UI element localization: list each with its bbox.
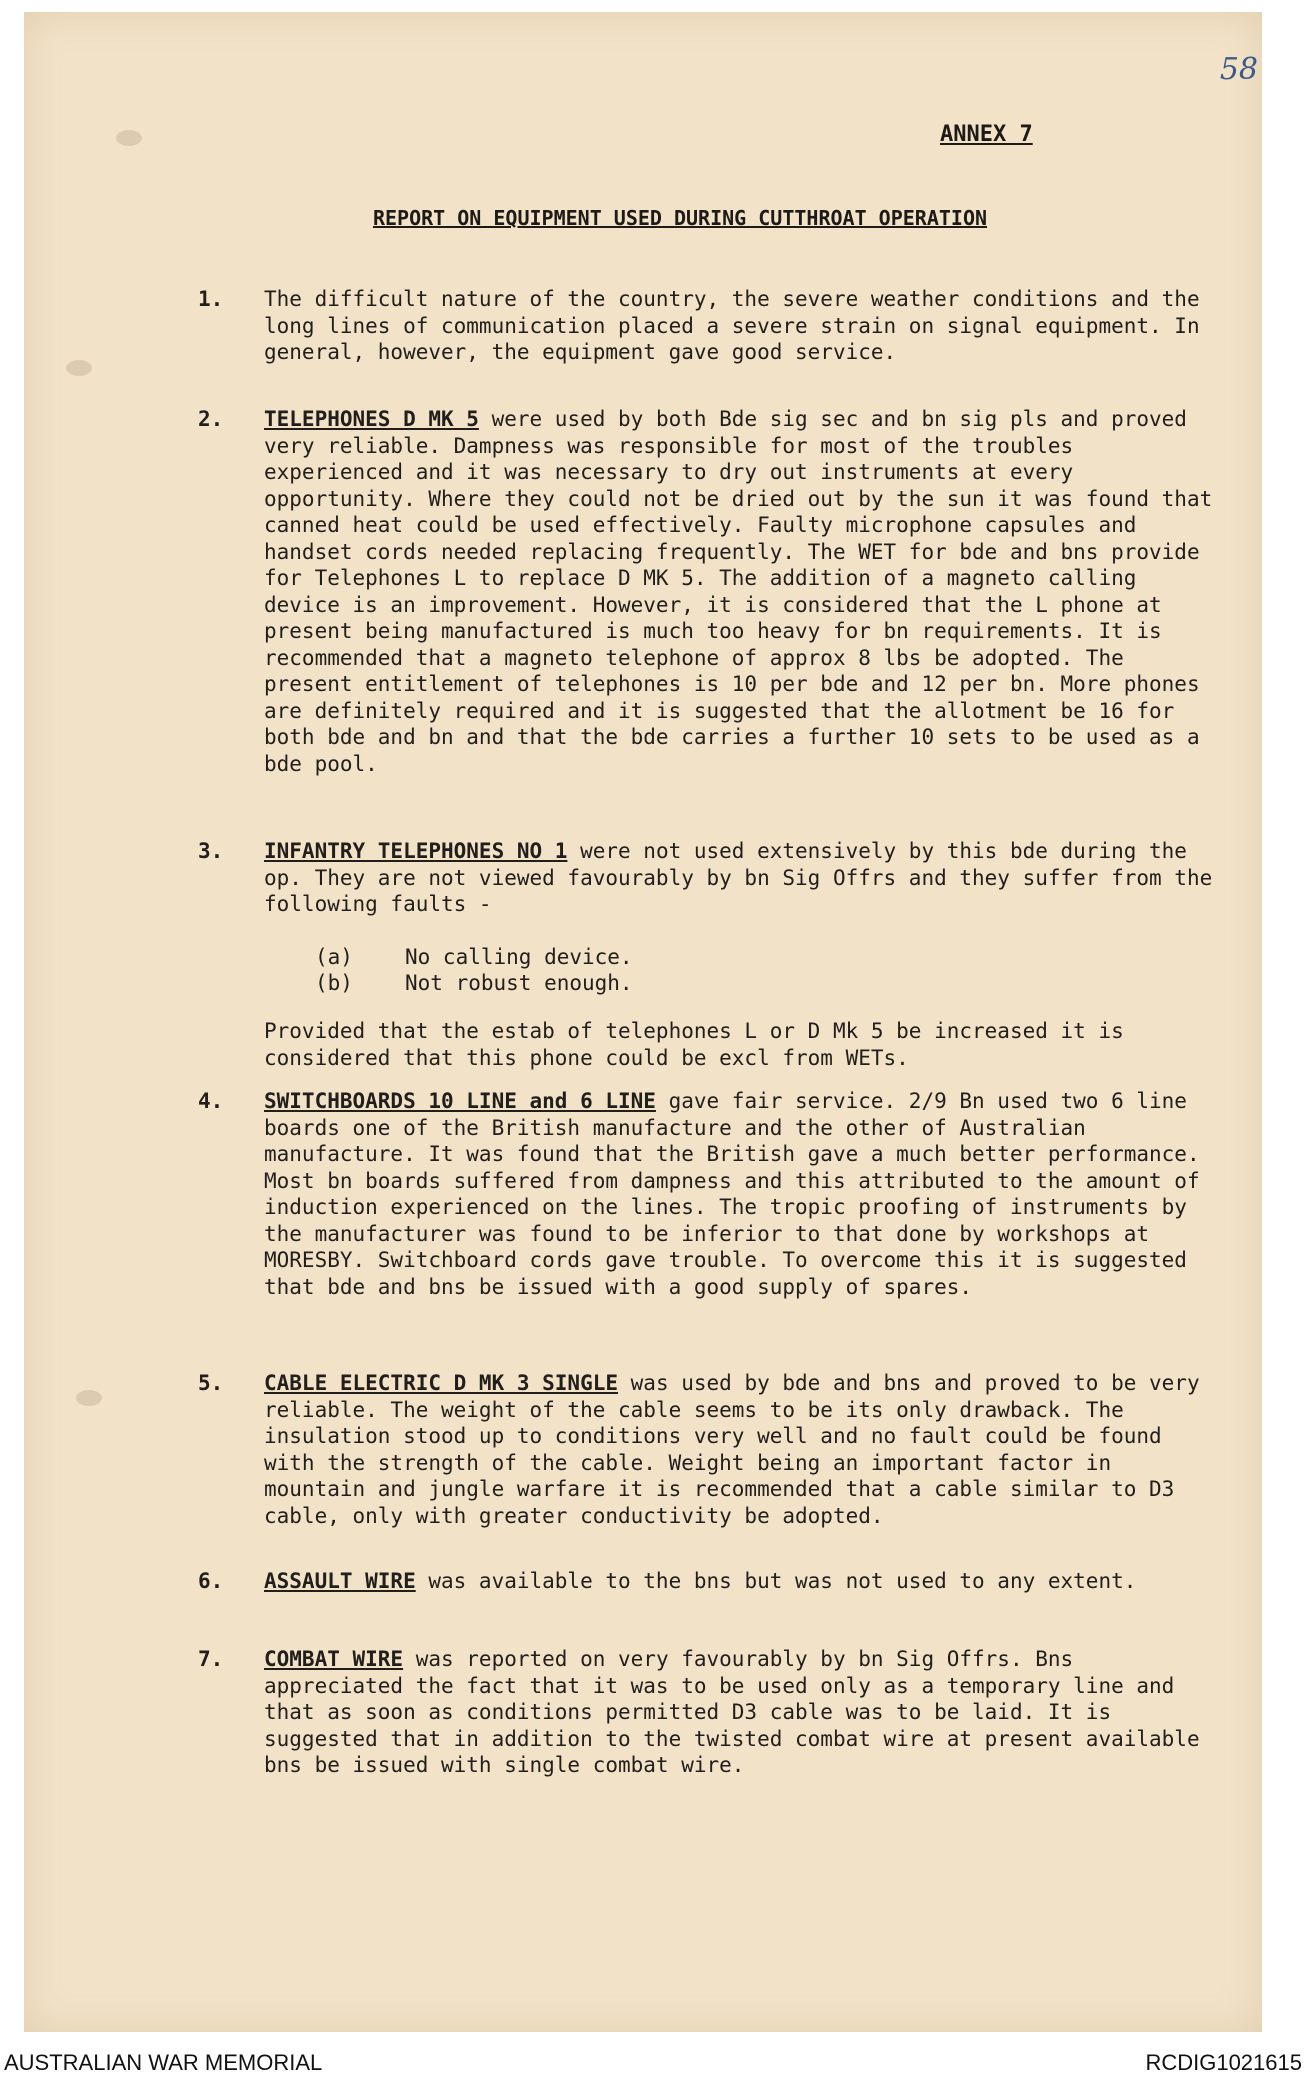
paragraph-number: 7. — [198, 1647, 224, 1671]
punch-mark — [116, 130, 142, 146]
paragraph-1 — [198, 286, 1218, 366]
paragraph-4 — [198, 1088, 1218, 1300]
paragraph-text: were not used extensively by this bde during the op. They are not viewed favourably by bn Sig Offrs and they suffer from the following faults - — [264, 839, 1213, 916]
fault-list — [315, 944, 1015, 996]
paragraph-text: The difficult nature of the country, the severe weather conditions and the long lines of communication placed a severe strain on signal equipment. In general, however, the equipment gave good service. — [264, 287, 1200, 364]
paragraph-text: gave fair service. 2/9 Bn used two 6 line boards one of the British manufacture and the other of Australian manufacture. It was found that the British gave a much better performance. Most bn boards suffered from dampness and this attributed to the amount of induction experienced on the lines. The tropic proofing of instruments by the manufacturer was found to be inferior to that done by workshops at MORESBY. Switchboard cords gave trouble. To overcome this it is suggested that bde and bns be issued with a good supply of spares. — [264, 1089, 1200, 1299]
paragraph-7 — [198, 1646, 1218, 1779]
fault-item: (a) No calling device. — [315, 945, 633, 969]
paragraph-2 — [198, 406, 1218, 777]
paragraph-heading: ASSAULT WIRE — [264, 1569, 416, 1593]
paragraph-number: 6. — [198, 1569, 224, 1593]
punch-mark — [76, 1390, 102, 1406]
paragraph-heading: TELEPHONES D MK 5 — [264, 407, 479, 431]
report-title: REPORT ON EQUIPMENT USED DURING CUTTHROAT OPERATION — [372, 206, 988, 230]
footer-record-id: RCDIG1021615 — [1145, 2050, 1302, 2075]
footer-institution: AUSTRALIAN WAR MEMORIAL — [4, 2050, 323, 2075]
paragraph-number: 4. — [198, 1089, 224, 1113]
paragraph-text: were used by both Bde sig sec and bn sig pls and proved very reliable. Dampness was responsible for most of the troubles experienced and it was necessary to dry out instruments at every opportunity. Where they could not be dried out by the sun it was found that canned heat could be used effectively. Faulty microphone capsules and handset cords needed replacing frequently. The WET for bde and bns provide for Telephones L to replace D MK 5. The addition of a magneto calling device is an improvement. However, it is considered that the L phone at present being manufactured is much too heavy for bn requirements. It is recommended that a magneto telephone of approx 8 lbs be adopted. The present entitlement of telephones is 10 per bde and 12 per bn. More phones are definitely required and it is suggested that the allotment be 16 for both bde and bn and that the bde carries a further 10 sets to be used as a bde pool. — [264, 407, 1213, 776]
paragraph-5 — [198, 1370, 1218, 1529]
annex-label: ANNEX 7 — [940, 122, 1033, 147]
paragraph-number: 2. — [198, 407, 224, 431]
paragraph-heading: COMBAT WIRE — [264, 1647, 404, 1671]
paragraph-text: was used by bde and bns and proved to be very reliable. The weight of the cable seems to be its only drawback. The insulation stood up to conditions very well and no fault could be found with the strength of the cable. Weight being an important factor in mountain and jungle warfare it is recommended that a cable similar to D3 cable, only with greater conductivity be adopted. — [264, 1371, 1200, 1528]
paragraph-3-followup: Provided that the estab of telephones L or D Mk 5 be increased it is considered that this phone could be excl from WETs. — [264, 1019, 1124, 1070]
punch-mark — [66, 360, 92, 376]
paragraph-heading: CABLE ELECTRIC D MK 3 SINGLE — [264, 1371, 619, 1395]
paragraph-number: 1. — [198, 287, 224, 311]
paragraph-number: 3. — [198, 839, 224, 863]
fault-item: (b) Not robust enough. — [315, 971, 633, 995]
paragraph-3 — [198, 838, 1218, 918]
paragraph-number: 5. — [198, 1371, 224, 1395]
folio-number: 58 — [1219, 52, 1258, 87]
paragraph-text: was available to the bns but was not used to any extent. — [415, 1569, 1137, 1593]
paragraph-6 — [198, 1568, 1218, 1595]
paragraph-heading: SWITCHBOARDS 10 LINE and 6 LINE — [264, 1089, 656, 1113]
paragraph-text: was reported on very favourably by bn Sig Offrs. Bns appreciated the fact that it was to be used only as a temporary line and that as soon as conditions permitted D3 cable was to be laid. It is suggested that in addition to the twisted combat wire at present available bns be issued with single combat wire. — [264, 1647, 1200, 1777]
paragraph-heading: INFANTRY TELEPHONES NO 1 — [264, 839, 568, 863]
